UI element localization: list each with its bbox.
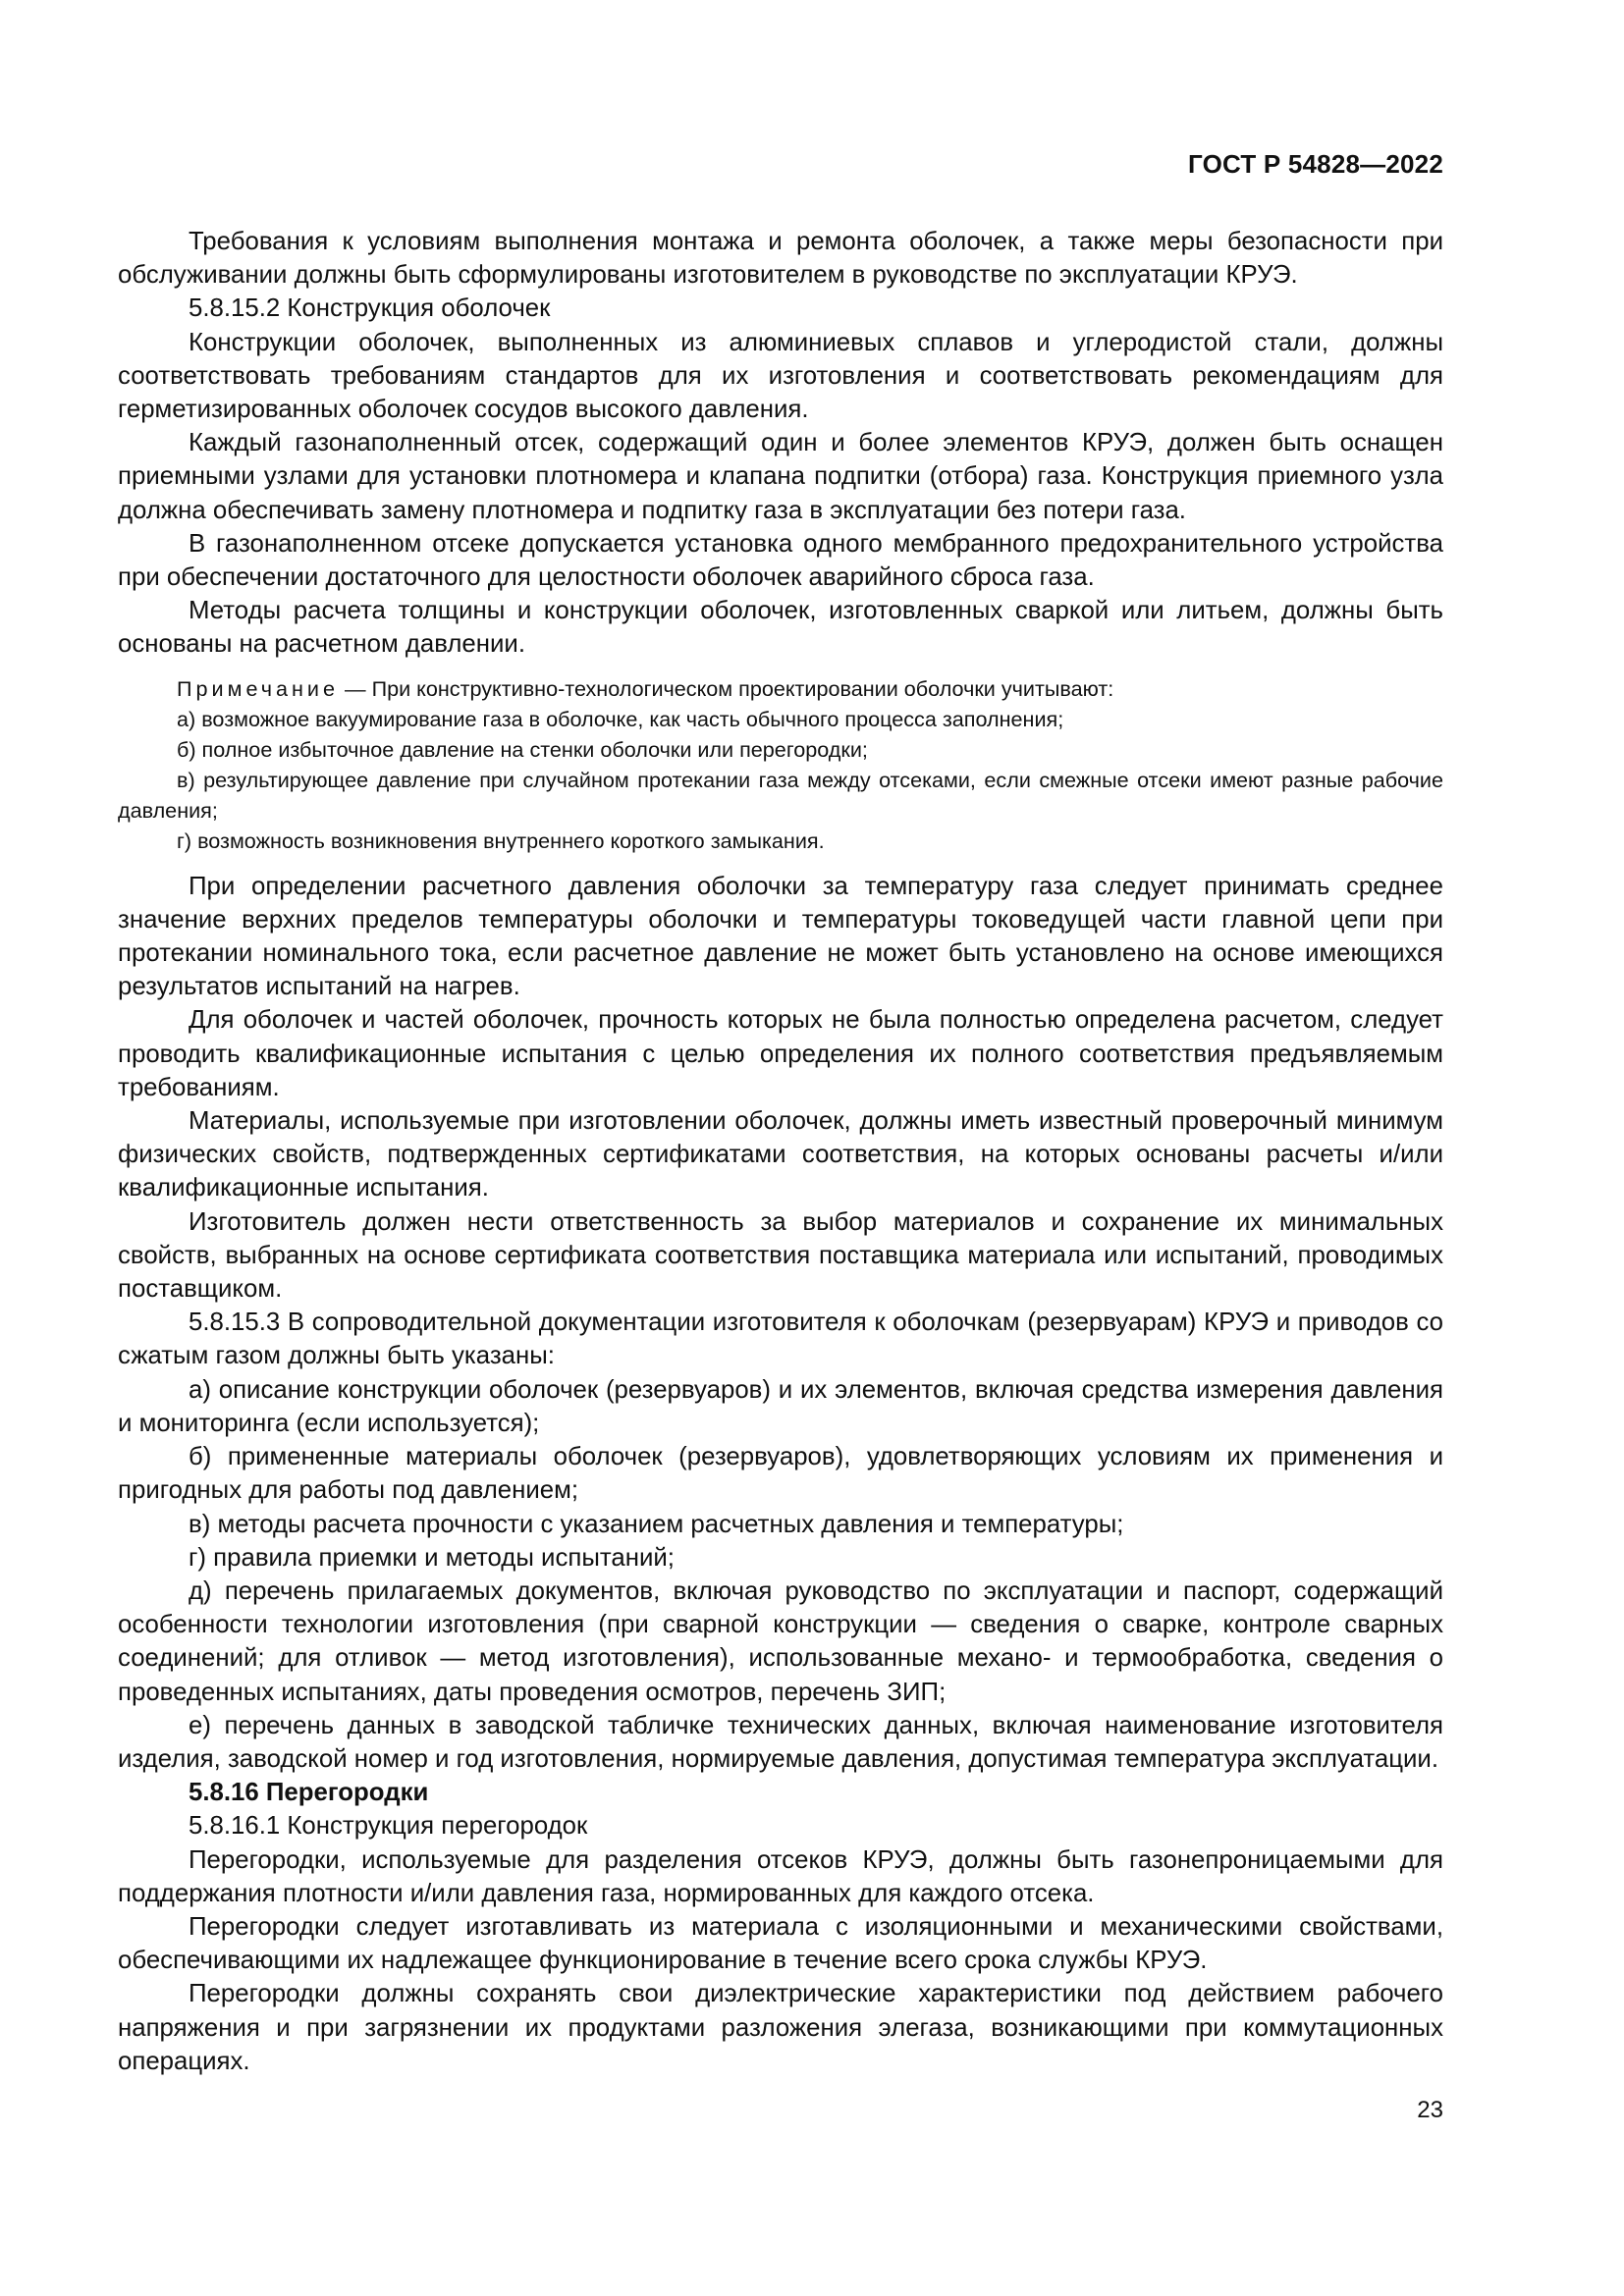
- paragraph: Конструкции оболочек, выполненных из алюминиевых сплавов и углеродистой стали, должны соответствовать требованиям стандартов для их изготовления и соответствовать рекомендациям для герметизированных оболочек сосудов высокого давления.: [118, 328, 1443, 424]
- list-item: г) правила приемки и методы испытаний;: [189, 1543, 675, 1572]
- page-number: 23: [1417, 2097, 1443, 2123]
- note-item: а) возможное вакуумирование газа в оболочке, как часть обычного процесса заполнения;: [177, 706, 1064, 731]
- paragraph: 5.8.15.3 В сопроводительной документации изготовителя к оболочкам (резервуарам) КРУЭ и приводов со сжатым газом должны быть указаны:: [118, 1308, 1443, 1370]
- note-block: [118, 673, 1443, 856]
- subsection-heading: 5.8.15.2 Конструкция оболочек: [189, 294, 551, 323]
- note-item: г) возможность возникновения внутреннего короткого замыкания.: [177, 828, 825, 853]
- paragraph: Требования к условиям выполнения монтажа и ремонта оболочек, а также меры безопасности при обслуживании должны быть сформулированы изготовителем в руководстве по эксплуатации КРУЭ.: [118, 228, 1443, 290]
- document-header-code: ГОСТ Р 54828—2022: [1188, 149, 1443, 179]
- section-heading: 5.8.16 Перегородки: [189, 1779, 429, 1807]
- note-item: в) результирующее давление при случайном протекании газа между отсеками, если смежные отсеки имеют разные рабочие давления;: [118, 767, 1443, 823]
- list-item: а) описание конструкции оболочек (резервуаров) и их элементов, включая средства измерения давления и мониторинга (если используется);: [118, 1375, 1443, 1437]
- list-item: е) перечень данных в заводской табличке технических данных, включая наименование изготовителя изделия, заводской номер и год изготовления, нормируемые давления, допустимая температура эксплуатации.: [118, 1711, 1443, 1773]
- paragraph: В газонаполненном отсеке допускается установка одного мембранного предохранительного устройства при обеспечении достаточного для целостности оболочек аварийного сброса газа.: [118, 529, 1443, 592]
- paragraph: Изготовитель должен нести ответственность за выбор материалов и сохранение их минимальных свойств, выбранных на основе сертификата соответствия поставщика материала или испытаний, проводимых поставщиком.: [118, 1207, 1443, 1304]
- note-intro: [118, 673, 1443, 704]
- list-item: д) перечень прилагаемых документов, включая руководство по эксплуатации и паспорт, содержащий особенности технологии изготовления (при сварной конструкции — сведения о сварке, контроле сварных соединений; для отливок — метод изготовления), использованные механо- и термообработка, сведения о проведенных испытаниях, даты проведения осмотров, перечень ЗИП;: [118, 1576, 1443, 1706]
- document-body: [118, 225, 1443, 2078]
- note-label: Примечание: [177, 675, 339, 701]
- note-intro-text: — При конструктивно-технологическом проектировании оболочки учитывают:: [339, 675, 1114, 701]
- paragraph: Материалы, используемые при изготовлении оболочек, должны иметь известный проверочный минимум физических свойств, подтвержденных сертификатами соответствия, на которых основаны расчеты и/или квалификационные испытания.: [118, 1107, 1443, 1202]
- paragraph: Каждый газонаполненный отсек, содержащий один и более элементов КРУЭ, должен быть оснащен приемными узлами для установки плотномера и клапана подпитки (отбора) газа. Конструкция приемного узла должна обеспечивать замену плотномера и подпитку газа в эксплуатации без потери газа.: [118, 429, 1443, 524]
- paragraph: При определении расчетного давления оболочки за температуру газа следует принимать среднее значение верхних пределов температуры оболочки и температуры токоведущей части главной цепи при протекании номинального тока, если расчетное давление не может быть установлено на основе имеющихся результатов испытаний на нагрев.: [118, 872, 1443, 1001]
- paragraph: Методы расчета толщины и конструкции оболочек, изготовленных сваркой или литьем, должны быть основаны на расчетном давлении.: [118, 597, 1443, 659]
- subsection-heading: 5.8.16.1 Конструкция перегородок: [189, 1812, 588, 1841]
- paragraph: Перегородки следует изготавливать из материала с изоляционными и механическими свойствами, обеспечивающими их надлежащее функционирование в течение всего срока службы КРУЭ.: [118, 1912, 1443, 1975]
- paragraph: Перегородки, используемые для разделения отсеков КРУЭ, должны быть газонепроницаемыми для поддержания плотности и/или давления газа, нормированных для каждого отсека.: [118, 1845, 1443, 1907]
- list-item: в) методы расчета прочности с указанием расчетных давления и температуры;: [189, 1510, 1124, 1538]
- paragraph: Для оболочек и частей оболочек, прочность которых не была полностью определена расчетом, следует проводить квалификационные испытания с целью определения их полного соответствия предъявляемым требованиям.: [118, 1006, 1443, 1101]
- list-item: б) примененные материалы оболочек (резервуаров), удовлетворяющих условиям их применения и пригодных для работы под давлением;: [118, 1443, 1443, 1505]
- paragraph: Перегородки должны сохранять свои диэлектрические характеристики под действием рабочего напряжения и при загрязнении их продуктами разложения элегаза, возникающими при коммутационных операциях.: [118, 1980, 1443, 2075]
- note-item: б) полное избыточное давление на стенки оболочки или перегородки;: [177, 736, 868, 762]
